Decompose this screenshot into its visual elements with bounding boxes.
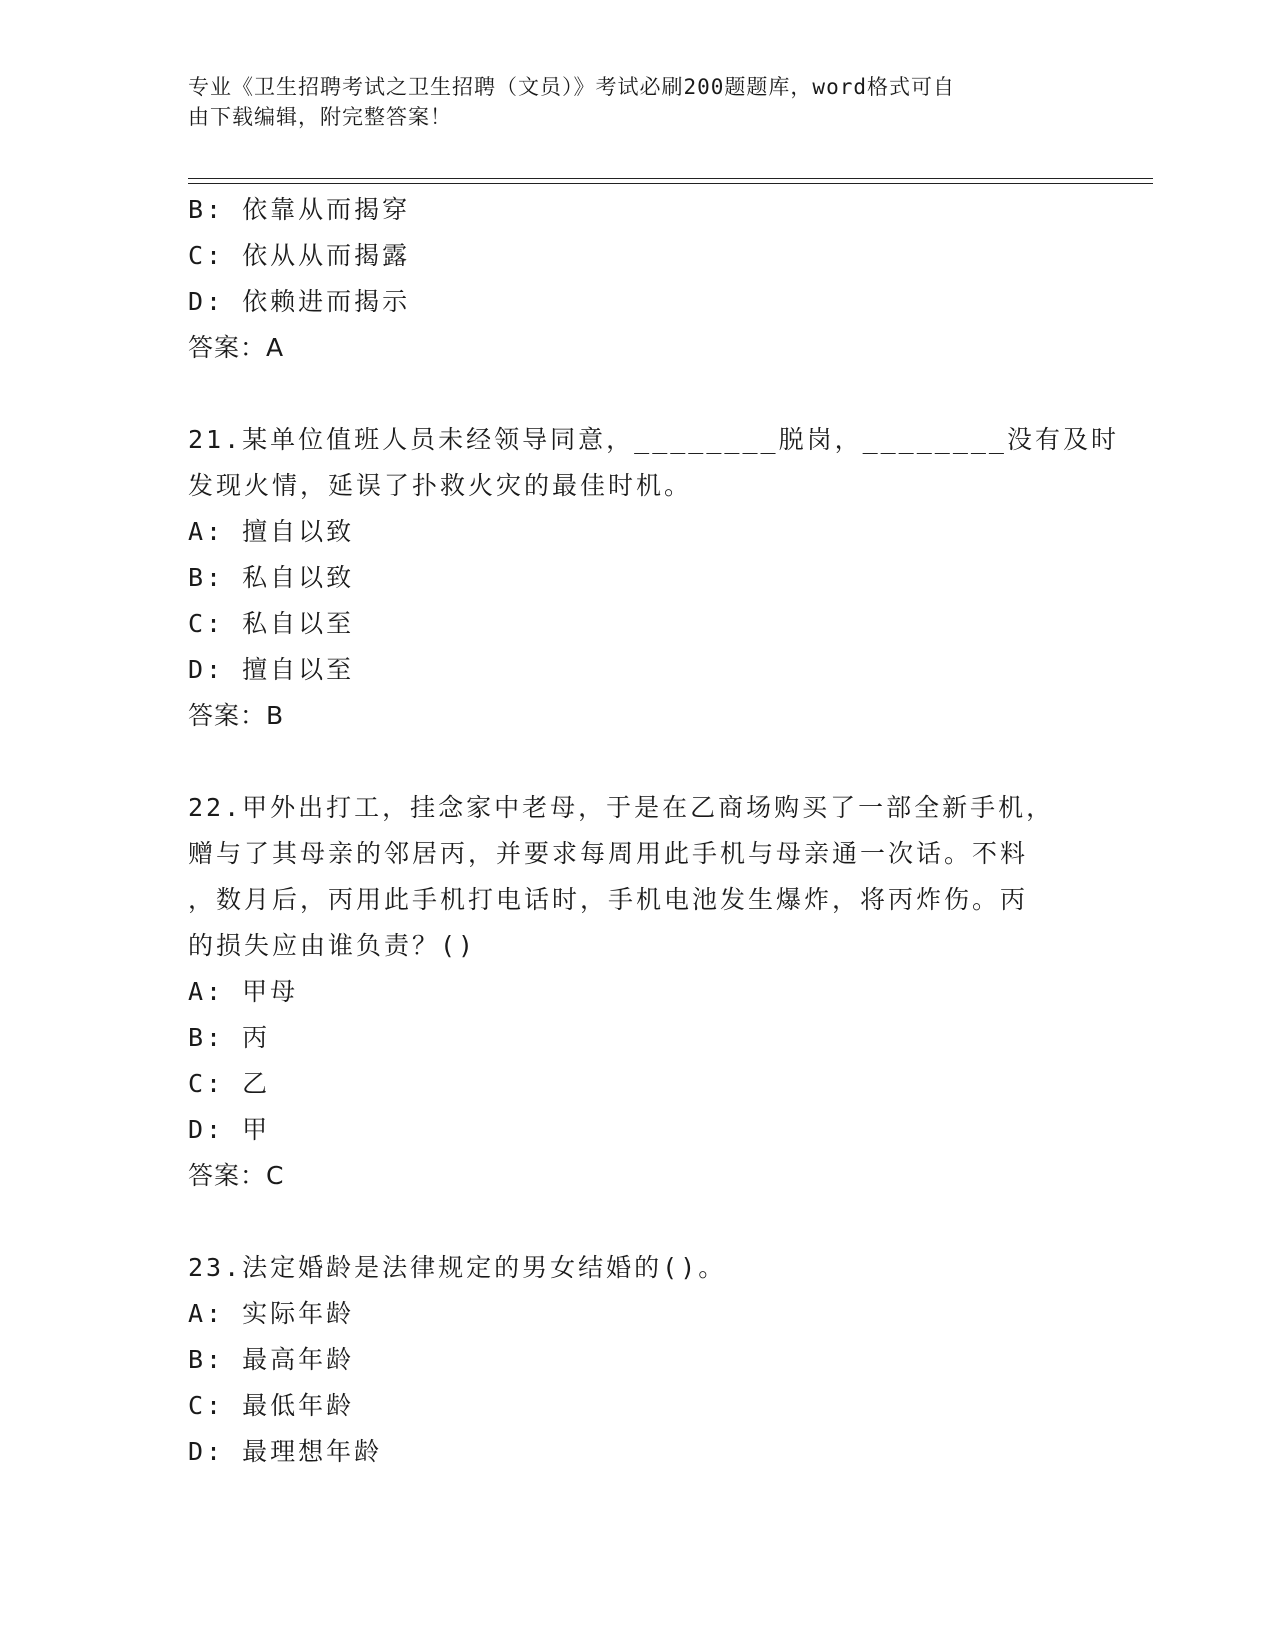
option-b: B: 最高年龄 [188, 1345, 355, 1374]
question-block-23 [188, 1245, 1088, 1475]
option-c: C: 依从从而揭露 [188, 241, 411, 270]
prev-question-block [188, 187, 1088, 371]
option-c: C: 乙 [188, 1069, 271, 1098]
question-text-line: 21.某单位值班人员未经领导同意，________脱岗，________没有及时 [188, 425, 1119, 454]
spacer [188, 371, 1088, 417]
answer-line: 答案：A [188, 333, 285, 362]
question-text-line: 23.法定婚龄是法律规定的男女结婚的()。 [188, 1253, 727, 1282]
option-d: D: 擅自以至 [188, 655, 355, 684]
option-b: B: 依靠从而揭穿 [188, 195, 411, 224]
option-a: A: 甲母 [188, 977, 299, 1006]
question-text-line: 的损失应由谁负责？() [188, 931, 477, 960]
question-block-21 [188, 417, 1119, 739]
answer-line: 答案：B [188, 701, 285, 730]
option-a: A: 擅自以致 [188, 517, 355, 546]
question-text-line: 赠与了其母亲的邻居丙，并要求每周用此手机与母亲通一次话。不料 [188, 839, 1029, 868]
question-block-22 [188, 785, 1088, 1199]
option-c: C: 最低年龄 [188, 1391, 355, 1420]
option-b: B: 丙 [188, 1023, 271, 1052]
option-b: B: 私自以致 [188, 563, 355, 592]
spacer [188, 1199, 1088, 1245]
header-line-1: 专业《卫生招聘考试之卫生招聘（文员）》考试必刷200题题库，word格式可自 [188, 75, 955, 99]
question-text-line: ，数月后，丙用此手机打电话时，手机电池发生爆炸，将丙炸伤。丙 [188, 885, 1029, 914]
option-d: D: 依赖进而揭示 [188, 287, 411, 316]
question-content [188, 187, 1119, 1475]
option-d: D: 甲 [188, 1115, 271, 1144]
document-header [188, 72, 1088, 132]
question-text-line: 22.甲外出打工，挂念家中老母，于是在乙商场购买了一部全新手机， [188, 793, 1055, 822]
answer-line: 答案：C [188, 1161, 285, 1190]
option-d: D: 最理想年龄 [188, 1437, 383, 1466]
header-line-2: 由下载编辑，附完整答案！ [188, 105, 452, 129]
spacer [188, 739, 1088, 785]
header-rule-bottom [188, 183, 1153, 184]
option-c: C: 私自以至 [188, 609, 355, 638]
question-text-line: 发现火情，延误了扑救火灾的最佳时机。 [188, 471, 693, 500]
option-a: A: 实际年龄 [188, 1299, 355, 1328]
header-rule-top [188, 178, 1153, 179]
